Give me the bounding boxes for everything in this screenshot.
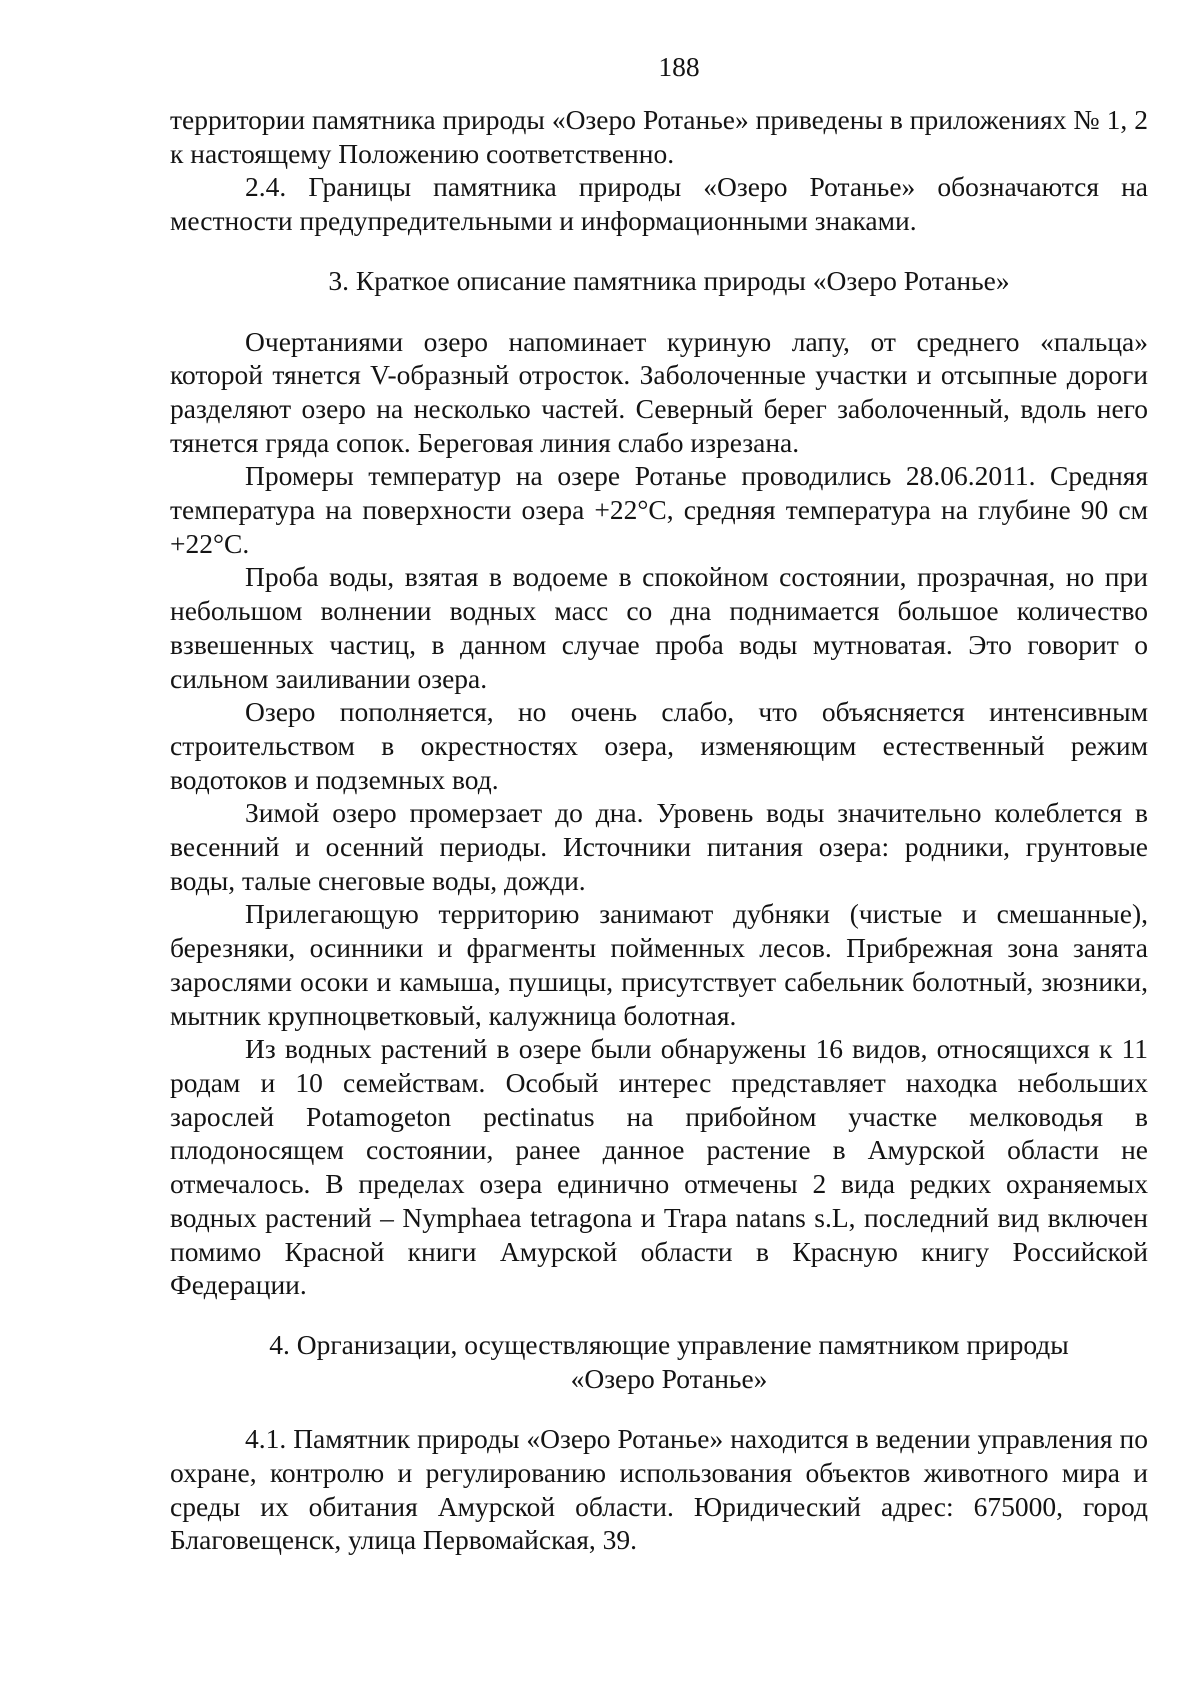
section-3-paragraph-shape: Очертаниями озеро напоминает куриную лапу, от среднего «пальца» которой тянется V-образный отросток. Заболоченные участки и отсыпные дороги разделяют озеро на несколько частей. Северный берег заболоченный, вдоль него тянется гряда сопок. Береговая линия слабо изрезана.: [170, 325, 1148, 458]
section-3-paragraph-water-sample: Проба воды, взятая в водоеме в спокойном состоянии, прозрачная, но при небольшом волнении водных масс со дна поднимается большое количество взвешенных частиц, в данном случае проба воды мутноватая. Это говорит о сильном заиливании озера.: [170, 561, 1148, 694]
section-4-heading: [170, 1328, 1148, 1395]
section-3-paragraph-replenishment: Озеро пополняется, но очень слабо, что объясняется интенсивным строительством в окрестностях озера, изменяющим естественный режим водотоков и подземных вод.: [170, 696, 1148, 795]
spacer: [170, 1302, 1148, 1328]
section-3-paragraph-winter: Зимой озеро промерзает до дна. Уровень воды значительно колеблется в весенний и осенний периоды. Источники питания озера: родники, грунтовые воды, талые снеговые воды, дожди.: [170, 797, 1148, 896]
section-3-heading: 3. Краткое описание памятника природы «Озеро Ротанье»: [328, 264, 1010, 296]
section-4-heading-line-2: «Озеро Ротанье»: [570, 1362, 768, 1394]
spacer: [170, 238, 1148, 264]
paragraph-4-1: 4.1. Памятник природы «Озеро Ротанье» находится в ведении управления по охране, контролю и регулированию использования объектов животного мира и среды их обитания Амурской области. Юридический адрес: 675000, город Благовещенск, улица Первомайская, 39.: [170, 1423, 1148, 1556]
section-3-paragraph-temperature: Промеры температур на озере Ротанье проводились 28.06.2011. Средняя температура на поверхности озера +22°С, средняя температура на глубине 90 см +22°С.: [170, 460, 1148, 559]
spacer: [170, 1395, 1148, 1422]
document-page: [170, 50, 1148, 1557]
section-3-paragraph-vegetation: Прилегающую территорию занимают дубняки (чистые и смешанные), березняки, осинники и фрагменты пойменных лесов. Прибрежная зона занята зарослями осоки и камыша, пушицы, присутствует сабельник болотный, зюзники, мытник крупноцветковый, калужница болотная.: [170, 898, 1148, 1031]
paragraph-2-4: 2.4. Границы памятника природы «Озеро Ротанье» обозначаются на местности предупредительными и информационными знаками.: [170, 171, 1148, 237]
page-number: 188: [658, 51, 700, 82]
section-4-heading-line-1: 4. Организации, осуществляющие управление памятником природы: [269, 1328, 1069, 1360]
spacer: [170, 298, 1148, 325]
section-3-paragraph-aquatic-plants: Из водных растений в озере были обнаружены 16 видов, относящихся к 11 родам и 10 семействам. Особый интерес представляет находка небольших зарослей Potamogeton pectinatus на прибойном участке мелководья в плодоносящем состоянии, ранее данное растение в Амурской области не отмечалось. В пределах озера единично отмечены 2 вида редких охраняемых водных растений – Nymphaea tetragona и Trapa natans s.L, последний вид включен помимо Красной книги Амурской области в Красную книгу Российской Федерации.: [170, 1033, 1148, 1301]
paragraph-continuation: территории памятника природы «Озеро Ротанье» приведены в приложениях № 1, 2 к настоящему Положению соответственно.: [170, 104, 1148, 169]
